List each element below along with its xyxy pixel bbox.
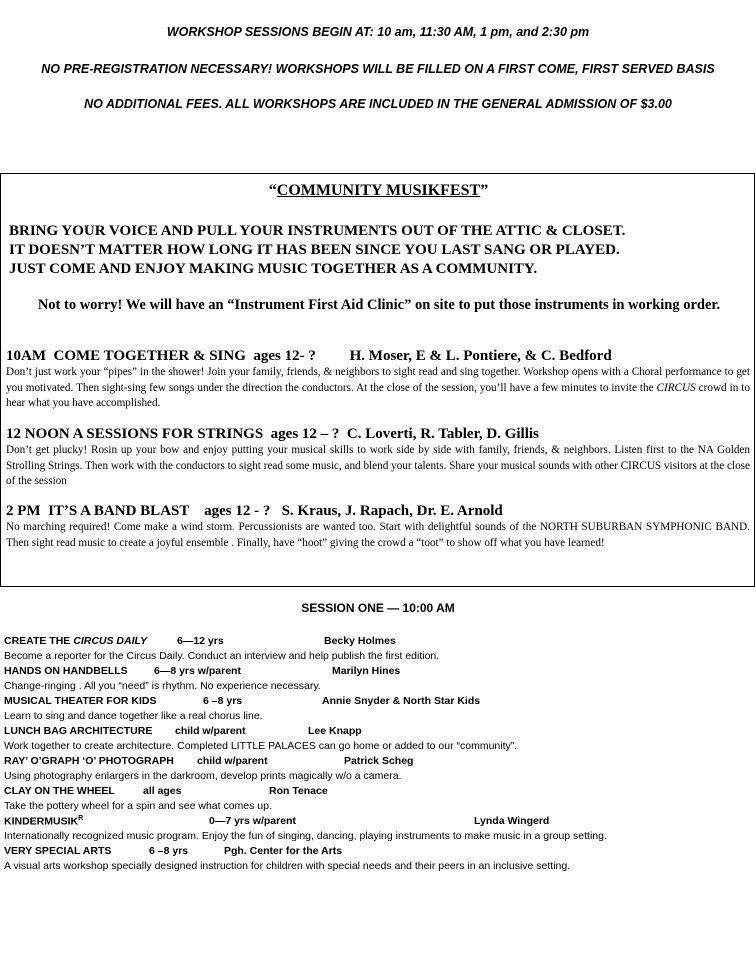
workshop-age: child w/parent — [175, 725, 246, 737]
workshop-leader: Patrick Scheg — [344, 755, 414, 767]
workshop-row — [4, 725, 754, 740]
registered-mark: R — [78, 815, 84, 822]
workshop-row — [4, 755, 754, 770]
session-one-title: SESSION ONE — 10:00 AM — [301, 601, 455, 615]
workshop-age: child w/parent — [197, 755, 268, 767]
bring-instruments-text: BRING YOUR VOICE AND PULL YOUR INSTRUMENTS OUT OF THE ATTIC & CLOSET. IT DOESN’T MATTER HOW LONG IT HAS BEEN SINCE YOU LAST SANG OR PLAYED. JUST COME AND ENJOY MAKING MUSIC TOGETHER AS A COMMUNITY. — [9, 223, 626, 277]
workshop-name: VERY SPECIAL ARTS — [4, 845, 112, 857]
session-description: No marching required! Come make a wind storm. Percussionists are wanted too. Start with delightful sounds of the NORTH SUBURBAN SYMPHONIC BAND. Then sight read music to create a joyful ensemble . Finally, have “hoot” giving the crowd a “toot” to show off what you have learned! — [6, 521, 750, 549]
header-no-preregistration: NO PRE-REGISTRATION NECESSARY! WORKSHOPS WILL BE FILLED ON A FIRST COME, FIRST SERVED BASIS — [41, 62, 715, 76]
workshop-description: Become a reporter for the Circus Daily. Conduct an interview and help publish the first edition. — [4, 650, 440, 662]
session-come-together-sing — [6, 347, 750, 412]
workshop-row — [4, 665, 754, 680]
workshop-leader: Lee Knapp — [308, 725, 362, 737]
workshop-age: 6—8 yrs w/parent — [154, 665, 241, 677]
workshop-description: A visual arts workshop specially designed instruction for children with special needs and their peers in an inclusive setting. — [4, 860, 571, 872]
workshop-name: $KINDERMUSIK^R$ — [4, 815, 84, 828]
workshop-description: Take the pottery wheel for a spin and see what comes up. — [4, 800, 272, 812]
workshop-row — [4, 635, 754, 650]
workshop-description: Change-ringing . All you “need” is rhythm. No experience necessary. — [4, 680, 321, 692]
workshop-age: 6 –8 yrs — [203, 695, 243, 707]
workshop-row — [4, 845, 754, 860]
workshop-age: all ages — [143, 785, 182, 797]
workshop-leader: Pgh. Center for the Arts — [224, 845, 343, 857]
workshop-age: 0—7 yrs w/parent — [209, 815, 296, 827]
workshop-row — [4, 695, 754, 710]
workshop-leader: Becky Holmes — [324, 635, 396, 647]
session-band-blast — [6, 502, 750, 551]
header-no-fees: NO ADDITIONAL FEES. ALL WORKSHOPS ARE INCLUDED IN THE GENERAL ADMISSION OF $3.00 — [84, 97, 672, 111]
workshop-leader: Lynda Wingerd — [474, 815, 550, 827]
musikfest-title: “COMMUNITY MUSIKFEST” — [268, 182, 489, 199]
workshop-row — [4, 815, 754, 830]
workshop-leader: Annie Snyder & North Star Kids — [322, 695, 481, 707]
workshop-age: 6—12 yrs — [177, 635, 224, 647]
session-strings — [6, 425, 750, 490]
workshop-name: CREATE THE CIRCUS DAILY — [4, 635, 148, 647]
workshop-description: Using photography enlargers in the darkroom, develop prints magically w/o a camera. — [4, 770, 402, 782]
session-heading: 12 NOON A SESSIONS FOR STRINGS ages 12 – ? C. Loverti, R. Tabler, D. Gillis — [6, 426, 539, 442]
workshop-leader: Ron Tenace — [269, 785, 328, 797]
musikfest-box — [0, 173, 755, 587]
workshop-name: CLAY ON THE WHEEL — [4, 785, 115, 797]
session-heading: 10AM COME TOGETHER & SING ages 12- ? H. Moser, E & L. Pontiere, & C. Bedford — [6, 348, 612, 364]
first-aid-clinic-note: Not to worry! We will have an “Instrument First Aid Clinic” on site to put those instruments in working order. — [37, 297, 721, 313]
session-description: Don’t get plucky! Rosin up your bow and enjoy putting your musical skills to work side by side with family, friends, & neighbors. Listen first to the NA Golden Strolling Strings. Then work with the conductors to sight read some music, and blend your talents. Share your musical sounds with other CIRCUS visitors at the close of the session — [6, 444, 750, 487]
workshop-name: HANDS ON HANDBELLS — [4, 665, 128, 677]
workshop-description: Internationally recognized music program. Enjoy the fun of singing, dancing, playing instruments to make music in a group setting. — [4, 830, 607, 842]
workshop-list — [4, 635, 754, 875]
workshop-age: 6 –8 yrs — [149, 845, 189, 857]
workshop-name: MUSICAL THEATER FOR KIDS — [4, 695, 157, 707]
session-heading: 2 PM IT’S A BAND BLAST ages 12 - ? S. Kraus, J. Rapach, Dr. E. Arnold — [6, 503, 503, 519]
workshop-name: RAY’ O’GRAPH ‘O’ PHOTOGRAPH — [4, 755, 174, 767]
workshop-description: Work together to create architecture. Completed LITTLE PALACES can go home or added to our “community”. — [4, 740, 518, 752]
session-description: Don’t just work your “pipes” in the shower! Join your family, friends, & neighbors to sight read and sing together. Workshop opens with a Choral performance to get you motivated. Then sight-sing few songs under the direction the conductors. At the close of the session, you’ll have a few minutes to invite the CIRCUS crowd in to hear what you have accomplished. — [6, 366, 750, 409]
header-session-times: WORKSHOP SESSIONS BEGIN AT: 10 am, 11:30 AM, 1 pm, and 2:30 pm — [166, 25, 590, 39]
workshop-row — [4, 785, 754, 800]
workshop-name: LUNCH BAG ARCHITECTURE — [4, 725, 153, 737]
workshop-leader: Marilyn Hines — [332, 665, 401, 677]
workshop-description: Learn to sing and dance together like a real chorus line. — [4, 710, 263, 722]
